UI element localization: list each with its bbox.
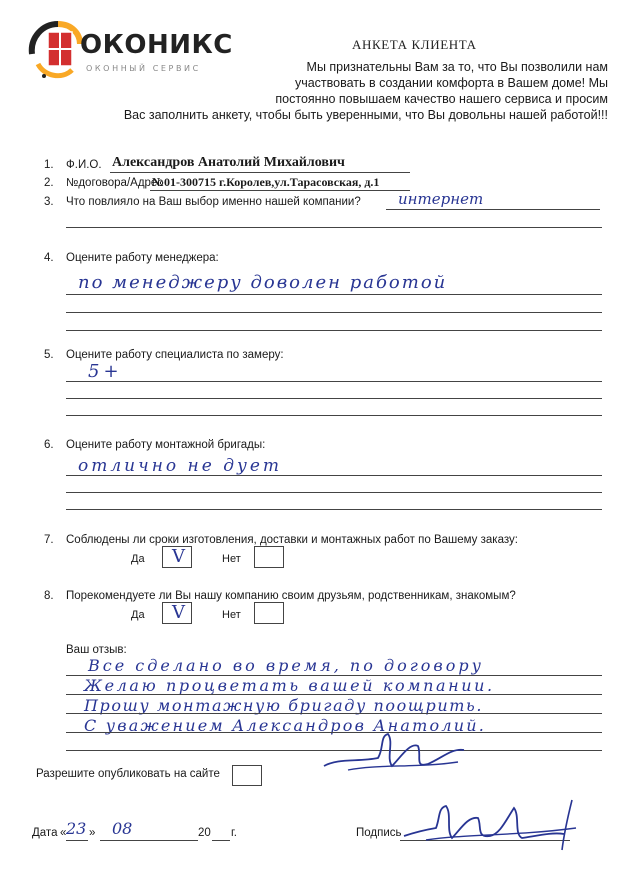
deadlines-yes-mark: V <box>172 546 185 567</box>
intro-line-4: Вас заполнить анкету, чтобы быть уверенными, что Вы довольны нашей работой!!! <box>123 108 608 122</box>
measurer-line-2 <box>66 398 602 399</box>
question-number: 1. <box>44 159 54 171</box>
fio-value: Александров Анатолий Михайлович <box>112 155 345 170</box>
recommend-yes-checkbox[interactable] <box>162 602 192 624</box>
contract-value: №01-300715 г.Королев,ул.Тарасовская, д.1 <box>152 175 380 189</box>
date-year-underline <box>212 840 230 841</box>
recommend-yes-mark: V <box>172 602 185 623</box>
signature-label: Подпись <box>356 827 402 839</box>
installers-line-3 <box>66 509 602 510</box>
installers-line-1 <box>66 475 602 476</box>
question-number: 8. <box>44 590 54 602</box>
question-number: 4. <box>44 252 54 264</box>
question-number: 2. <box>44 177 54 189</box>
deadlines-yes-checkbox[interactable] <box>162 546 192 568</box>
signature-scribble <box>396 796 596 856</box>
logo-tagline: ОКОННЫЙ СЕРВИС <box>86 64 201 73</box>
date-day-underline <box>66 840 88 841</box>
recommend-yes-label: Да <box>131 609 145 621</box>
review-label: Ваш отзыв: <box>66 644 127 656</box>
signature-scribble-review <box>318 728 468 778</box>
date-open-quote: « <box>60 827 67 839</box>
recommend-no-checkbox[interactable] <box>254 602 284 624</box>
question-number: 3. <box>44 196 54 208</box>
measurer-answer: 5+ <box>88 361 123 382</box>
review-line-4-text: С уважением Александров Анатолий. <box>84 716 487 735</box>
deadlines-no-label: Нет <box>222 553 241 565</box>
question-deadlines <box>44 534 518 546</box>
date-day: 23 <box>66 819 87 838</box>
date-year-prefix: 20 <box>198 827 211 839</box>
question-number: 5. <box>44 349 54 361</box>
form-title: АНКЕТА КЛИЕНТА <box>352 37 477 52</box>
manager-line-1 <box>66 294 602 295</box>
measurer-line-3 <box>66 415 602 416</box>
question-label: Ф.И.О. <box>66 159 102 171</box>
question-label: Порекомендуете ли Вы нашу компанию своим друзьям, родственникам, знакомым? <box>66 590 516 602</box>
question-fio <box>44 159 102 171</box>
date-year-suffix: г. <box>231 827 237 839</box>
question-manager <box>44 252 219 264</box>
question-recommend <box>44 590 516 602</box>
logo-name: ОКОНИКС <box>80 30 233 60</box>
fio-underline <box>110 172 410 173</box>
question-measurer <box>44 349 284 361</box>
intro-line-1: Мы признательны Вам за то, что Вы позволили нам <box>306 60 608 74</box>
intro-line-2: участвовать в создании комфорта в Вашем доме! Мы <box>294 76 608 90</box>
question-number: 6. <box>44 439 54 451</box>
date-label: Дата <box>32 827 58 839</box>
date-month-underline <box>100 840 198 841</box>
choice-answer: интернет <box>398 190 484 208</box>
question-number: 7. <box>44 534 54 546</box>
question-installers <box>44 439 265 451</box>
manager-line-3 <box>66 330 602 331</box>
review-line-3-text: Прошу монтажную бригаду поощрить. <box>84 696 484 715</box>
installers-line-2 <box>66 492 602 493</box>
deadlines-no-checkbox[interactable] <box>254 546 284 568</box>
review-line-1-text: Все сделано во время, по договору <box>88 656 484 675</box>
review-line-2-text: Желаю процветать вашей компании. <box>84 676 495 695</box>
contract-underline <box>150 190 410 191</box>
question-choice <box>44 196 361 208</box>
question-label: Что повлияло на Ваш выбор именно нашей компании? <box>66 196 361 208</box>
date-month: 08 <box>112 819 133 838</box>
review-line-2 <box>66 694 602 695</box>
question-label: Оцените работу монтажной бригады: <box>66 439 266 451</box>
question-label: Оцените работу менеджера: <box>66 252 219 264</box>
recommend-no-label: Нет <box>222 609 241 621</box>
installers-answer: отлично не дует <box>78 456 283 476</box>
question-contract <box>44 177 163 189</box>
choice-line-2 <box>66 227 602 228</box>
publish-label: Разрешите опубликовать на сайте <box>36 768 220 780</box>
manager-answer: по менеджеру доволен работой <box>78 272 448 293</box>
question-label: №договора/Адрес <box>66 177 164 189</box>
choice-line-1 <box>386 209 600 210</box>
manager-line-2 <box>66 312 602 313</box>
question-label: Соблюдены ли сроки изготовления, доставки и монтажных работ по Вашему заказу: <box>66 534 518 546</box>
measurer-line-1 <box>66 381 602 382</box>
question-label: Оцените работу специалиста по замеру: <box>66 349 284 361</box>
deadlines-yes-label: Да <box>131 553 145 565</box>
date-close-quote: » <box>89 827 96 839</box>
publish-checkbox[interactable] <box>232 765 262 786</box>
intro-line-3: постоянно повышаем качество нашего сервиса и просим <box>275 92 608 106</box>
intro-text <box>8 59 608 123</box>
review-line-3 <box>66 713 602 714</box>
